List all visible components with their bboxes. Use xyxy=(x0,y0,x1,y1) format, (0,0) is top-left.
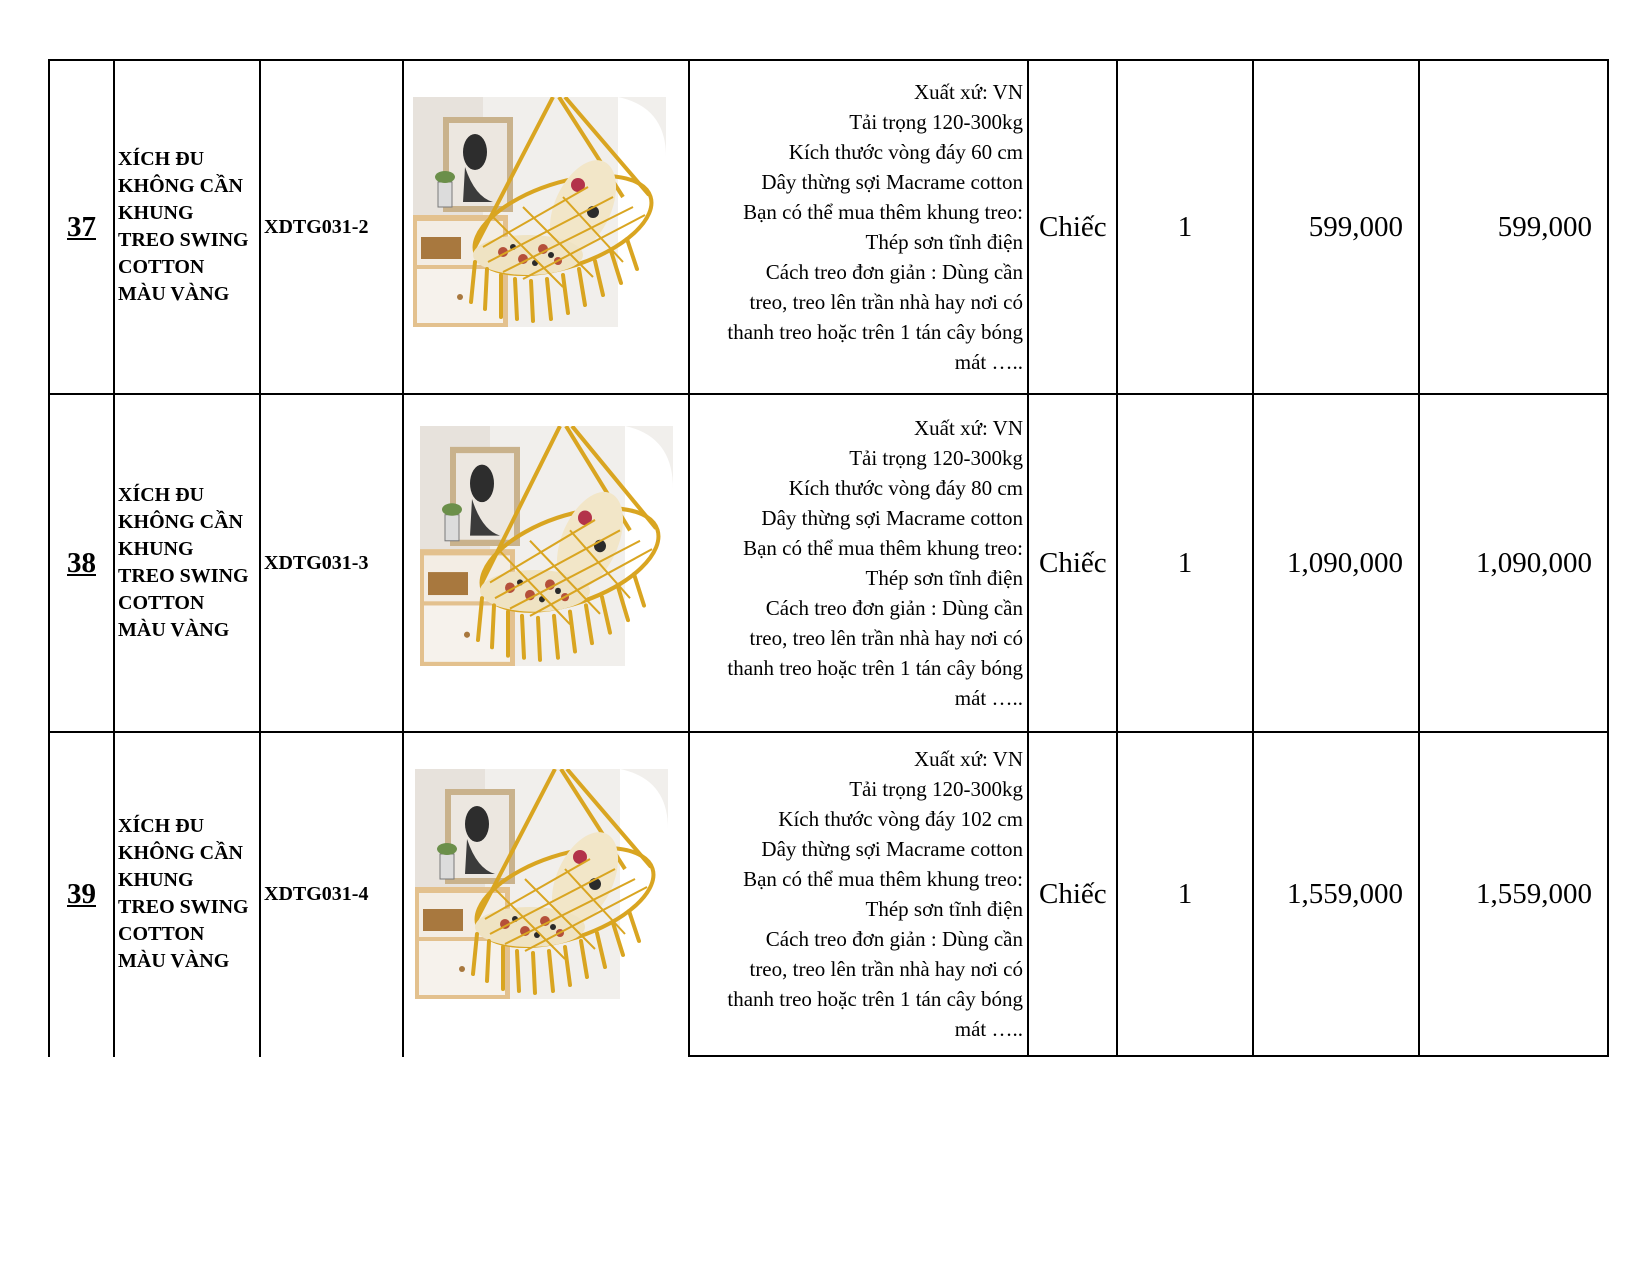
product-name-line: TREO SWING xyxy=(118,565,249,587)
grid-line xyxy=(688,1055,1609,1057)
product-name-line: XÍCH ĐU xyxy=(118,815,205,837)
description-line: Bạn có thể mua thêm khung treo: xyxy=(743,536,1023,560)
product-code: XDTG031-4 xyxy=(264,882,369,905)
product-name-line: KHÔNG CẦN xyxy=(118,175,243,197)
description-line: Tải trọng 120-300kg xyxy=(849,110,1023,134)
description-line: Xuất xứ: VN xyxy=(914,747,1023,771)
product-name-line: MÀU VÀNG xyxy=(118,950,230,972)
quantity-cell: 1 xyxy=(1177,210,1193,243)
product-name-line: COTTON xyxy=(118,592,205,614)
description-line: Kích thước vòng đáy 102 cm xyxy=(778,807,1023,831)
description-line: Xuất xứ: VN xyxy=(914,416,1023,440)
total-price-cell: 1,559,000 xyxy=(1476,877,1592,910)
product-description xyxy=(690,61,1027,393)
description-line: Cách treo đơn giản : Dùng cần xyxy=(765,927,1023,951)
grid-line xyxy=(402,59,404,1057)
quantity-cell: 1 xyxy=(1177,877,1193,910)
product-name-line: KHUNG xyxy=(118,202,194,224)
product-name-line: TREO SWING xyxy=(118,896,249,918)
unit-cell: Chiếc xyxy=(1039,877,1107,910)
description-line: Kích thước vòng đáy 80 cm xyxy=(788,476,1023,500)
product-code: XDTG031-3 xyxy=(264,551,369,574)
product-name-line: COTTON xyxy=(118,256,205,278)
description-line: Xuất xứ: VN xyxy=(914,80,1023,104)
description-line: Dây thừng sợi Macrame cotton xyxy=(761,506,1023,530)
description-line: thanh treo hoặc trên 1 tán cây bóng xyxy=(727,987,1023,1011)
product-name xyxy=(115,61,259,393)
product-name xyxy=(115,395,259,731)
product-name-line: XÍCH ĐU xyxy=(118,484,205,506)
description-line: Thép sơn tĩnh điện xyxy=(865,897,1023,921)
unit-price-cell: 1,559,000 xyxy=(1287,877,1403,910)
description-line: Thép sơn tĩnh điện xyxy=(865,566,1023,590)
product-code: XDTG031-2 xyxy=(264,215,369,238)
description-line: Thép sơn tĩnh điện xyxy=(865,230,1023,254)
total-price-cell: 599,000 xyxy=(1497,210,1592,243)
product-name-line: XÍCH ĐU xyxy=(118,148,205,170)
product-photo xyxy=(415,769,668,999)
row-number: 39 xyxy=(67,877,96,910)
product-name-line: TREO SWING xyxy=(118,229,249,251)
unit-cell: Chiếc xyxy=(1039,210,1107,243)
unit-cell: Chiếc xyxy=(1039,546,1107,579)
row-number: 37 xyxy=(67,210,96,243)
description-line: mát ….. xyxy=(954,350,1023,374)
product-photo xyxy=(420,426,673,666)
product-name-line: MÀU VÀNG xyxy=(118,283,230,305)
description-line: Bạn có thể mua thêm khung treo: xyxy=(743,867,1023,891)
description-line: thanh treo hoặc trên 1 tán cây bóng xyxy=(727,320,1023,344)
description-line: treo, treo lên trần nhà hay nơi có xyxy=(749,290,1023,314)
total-price-cell: 1,090,000 xyxy=(1476,546,1592,579)
description-line: thanh treo hoặc trên 1 tán cây bóng xyxy=(727,656,1023,680)
description-line: Dây thừng sợi Macrame cotton xyxy=(761,170,1023,194)
product-name-line: MÀU VÀNG xyxy=(118,619,230,641)
product-name-line: KHÔNG CẦN xyxy=(118,511,243,533)
unit-price-cell: 1,090,000 xyxy=(1287,546,1403,579)
product-description xyxy=(690,395,1027,731)
description-line: mát ….. xyxy=(954,686,1023,710)
product-photo xyxy=(413,97,666,327)
product-description xyxy=(690,733,1027,1055)
grid-line xyxy=(1607,59,1609,1057)
description-line: treo, treo lên trần nhà hay nơi có xyxy=(749,957,1023,981)
description-line: Bạn có thể mua thêm khung treo: xyxy=(743,200,1023,224)
unit-price-cell: 599,000 xyxy=(1308,210,1403,243)
description-line: Tải trọng 120-300kg xyxy=(849,777,1023,801)
quantity-cell: 1 xyxy=(1177,546,1193,579)
description-line: Cách treo đơn giản : Dùng cần xyxy=(765,260,1023,284)
description-line: Tải trọng 120-300kg xyxy=(849,446,1023,470)
description-line: Dây thừng sợi Macrame cotton xyxy=(761,837,1023,861)
product-name-line: KHÔNG CẦN xyxy=(118,842,243,864)
description-line: mát ….. xyxy=(954,1017,1023,1041)
product-name xyxy=(115,733,259,1055)
description-line: Kích thước vòng đáy 60 cm xyxy=(788,140,1023,164)
row-number: 38 xyxy=(67,546,96,579)
product-name-line: KHUNG xyxy=(118,869,194,891)
description-line: Cách treo đơn giản : Dùng cần xyxy=(765,596,1023,620)
product-name-line: KHUNG xyxy=(118,538,194,560)
product-name-line: COTTON xyxy=(118,923,205,945)
description-line: treo, treo lên trần nhà hay nơi có xyxy=(749,626,1023,650)
